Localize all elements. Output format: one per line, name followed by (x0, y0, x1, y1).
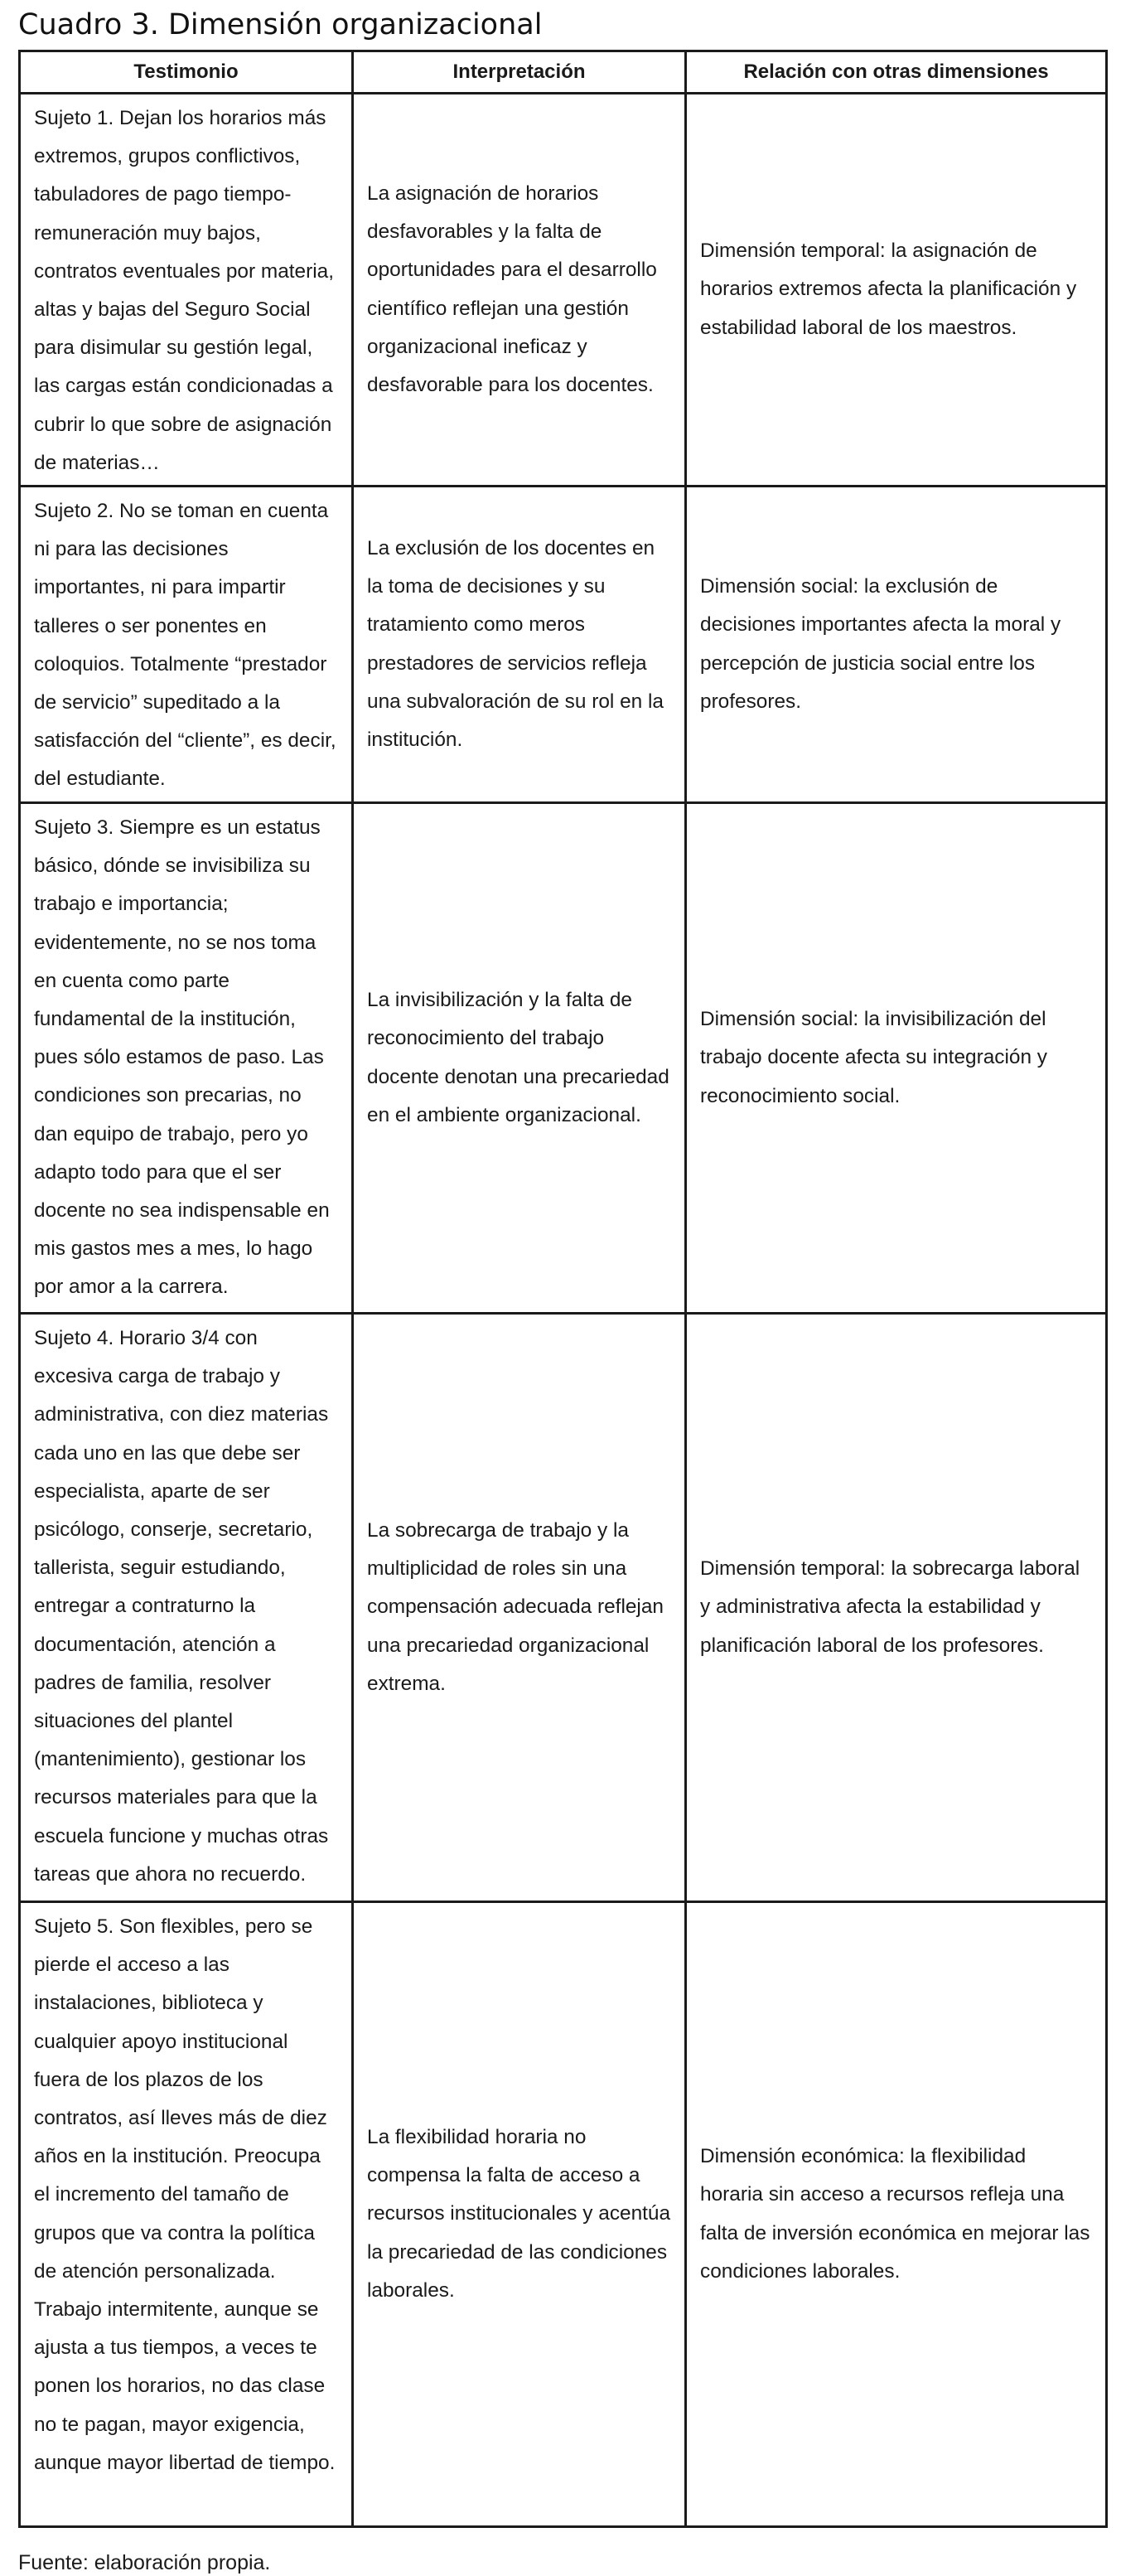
relacion-cell: Dimensión social: la exclusión de decisiones importantes afecta la moral y percepción de justicia social entre los profesores. (686, 487, 1107, 803)
table-row (20, 803, 1107, 1314)
interpretacion-cell: La sobrecarga de trabajo y la multiplicidad de roles sin una compensación adecuada reflejan una precariedad organizacional extrema. (353, 1314, 686, 1902)
header-interpretacion: Interpretación (353, 51, 686, 94)
table-row (20, 1314, 1107, 1902)
header-testimonio: Testimonio (20, 51, 353, 94)
testimonio-text: Sujeto 5. Son flexibles, pero se pierde el acceso a las instalaciones, biblioteca y cualquier apoyo institucional fuera de los plazos de los contratos, así lleves más de diez años en la institución. Preocupa el incremento del tamaño de grupos que va contra la política de atención personalizada. Trabajo intermitente, aunque se ajusta a tus tiempos, a veces te ponen los horarios, no das clase no te pagan, mayor exigencia, aunque mayor libertad de tiempo. (34, 1915, 336, 2474)
interpretacion-cell: La exclusión de los docentes en la toma de decisiones y su tratamiento como meros prestadores de servicios refleja una subvaloración de su rol en la institución. (353, 487, 686, 803)
testimonio-text: Sujeto 3. Siempre es un estatus básico, dónde se invisibiliza su trabajo e importancia; evidentemente, no se nos toma en cuenta como parte fundamental de la institución, pues sólo estamos de paso. Las condiciones son precarias, no dan equipo de trabajo, pero yo adapto todo para que el ser docente no sea indispensable en mis gastos mes a mes, lo hago por amor a la carrera. (34, 816, 330, 1299)
table-caption: Cuadro 3. Dimensión organizacional (18, 8, 543, 41)
interpretacion-cell: La asignación de horarios desfavorables y la falta de oportunidades para el desarrollo científico reflejan una gestión organizacional ineficaz y desfavorable para los docentes. (353, 94, 686, 487)
testimonio-cell (20, 1314, 353, 1902)
organizational-dimension-table (18, 50, 1108, 2528)
table-row (20, 1902, 1107, 2527)
source-note: Fuente: elaboración propia. (18, 2551, 271, 2574)
table-row (20, 94, 1107, 487)
relacion-cell: Dimensión temporal: la sobrecarga laboral y administrativa afecta la estabilidad y planificación laboral de los profesores. (686, 1314, 1107, 1902)
relacion-cell: Dimensión económica: la flexibilidad horaria sin acceso a recursos refleja una falta de inversión económica en mejorar las condiciones laborales. (686, 1902, 1107, 2527)
interpretacion-cell: La invisibilización y la falta de reconocimiento del trabajo docente denotan una precariedad en el ambiente organizacional. (353, 803, 686, 1314)
interpretacion-cell: La flexibilidad horaria no compensa la falta de acceso a recursos institucionales y acentúa la precariedad de las condiciones laborales. (353, 1902, 686, 2527)
testimonio-cell (20, 487, 353, 803)
testimonio-cell (20, 94, 353, 487)
table-row (20, 487, 1107, 803)
relacion-cell: Dimensión social: la invisibilización del trabajo docente afecta su integración y reconocimiento social. (686, 803, 1107, 1314)
testimonio-cell (20, 803, 353, 1314)
testimonio-text: Sujeto 2. No se toman en cuenta ni para las decisiones importantes, ni para impartir talleres o ser ponentes en coloquios. Totalmente “prestador de servicio” supeditado a la satisfacción del “cliente”, es decir, del estudiante. (34, 500, 336, 791)
relacion-cell: Dimensión temporal: la asignación de horarios extremos afecta la planificación y estabilidad laboral de los maestros. (686, 94, 1107, 487)
header-relacion: Relación con otras dimensiones (686, 51, 1107, 94)
testimonio-text: Sujeto 1. Dejan los horarios más extremos, grupos conflictivos, tabuladores de pago tiempo-remuneración muy bajos, contratos eventuales por materia, altas y bajas del Seguro Social para disimular su gestión legal, las cargas están condicionadas a cubrir lo que sobre de asignación de materias… (34, 107, 334, 474)
header-row (20, 51, 1107, 94)
testimonio-text: Sujeto 4. Horario 3/4 con excesiva carga de trabajo y administrativa, con diez materias cada uno en las que debe ser especialista, aparte de ser psicólogo, conserje, secretario, tallerista, seguir estudiando, entregar a contraturno la documentación, atención a padres de familia, resolver situaciones del plantel (mantenimiento), gestionar los recursos materiales para que la escuela funcione y muchas otras tareas que ahora no recuerdo. (34, 1327, 329, 1886)
testimonio-cell (20, 1902, 353, 2527)
